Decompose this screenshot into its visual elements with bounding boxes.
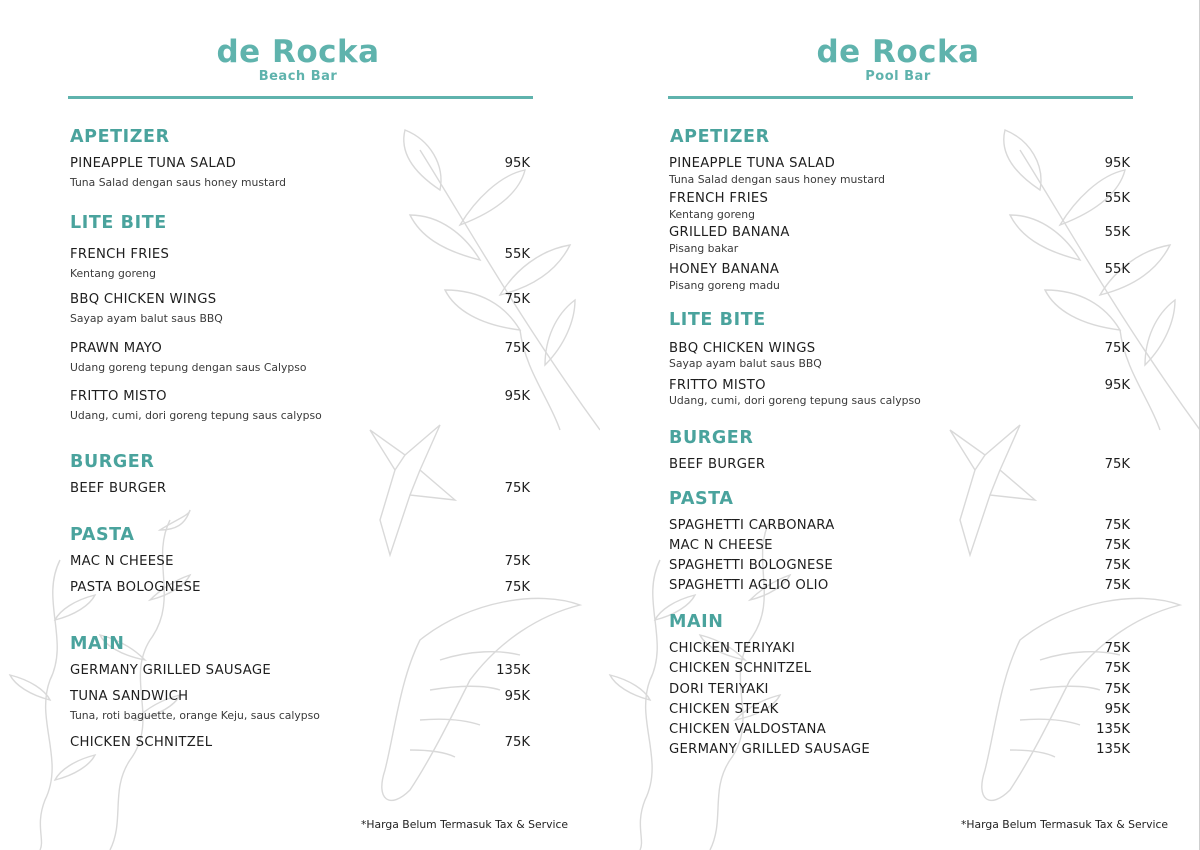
item-price: 75K [504, 554, 530, 569]
logo-subtitle: Pool Bar [865, 69, 931, 84]
item-price: 55K [1104, 225, 1130, 240]
item-description: Udang, cumi, dori goreng tepung saus calypso [669, 394, 921, 407]
item-price: 75K [1104, 538, 1130, 553]
item-description: Sayap ayam balut saus BBQ [70, 312, 223, 325]
item-name: MAC N CHEESE [70, 554, 174, 569]
item-price: 75K [504, 735, 530, 750]
logo [208, 34, 388, 84]
item-price: 95K [1104, 156, 1130, 171]
item-description: Tuna, roti baguette, orange Keju, saus calypso [70, 709, 320, 722]
item-price: 75K [1104, 661, 1130, 676]
item-description: Kentang goreng [70, 267, 157, 280]
item-name: FRENCH FRIES [669, 191, 769, 206]
section-title: APETIZER [70, 127, 170, 147]
header-rule [68, 96, 533, 99]
item-price: 95K [504, 389, 530, 404]
item-name: FRITTO MISTO [70, 389, 167, 404]
logo [808, 34, 988, 84]
item-price: 135K [1096, 742, 1130, 757]
item-price: 55K [1104, 262, 1130, 277]
section-title: MAIN [669, 612, 724, 632]
item-name: PRAWN MAYO [70, 341, 163, 356]
item-price: 75K [1104, 518, 1130, 533]
item-name: DORI TERIYAKI [669, 682, 769, 697]
item-name: FRENCH FRIES [70, 247, 170, 262]
item-price: 95K [504, 689, 530, 704]
item-price: 95K [1104, 702, 1130, 717]
item-price: 55K [1104, 191, 1130, 206]
item-price: 75K [504, 481, 530, 496]
item-name: GERMANY GRILLED SAUSAGE [70, 663, 272, 678]
menu-panel-pool-bar [600, 0, 1200, 850]
item-name: CHICKEN SCHNITZEL [70, 735, 213, 750]
item-price: 75K [1104, 682, 1130, 697]
header-rule [668, 96, 1133, 99]
item-description: Udang goreng tepung dengan saus Calypso [70, 361, 307, 374]
item-price: 95K [504, 156, 530, 171]
section-title: LITE BITE [669, 310, 766, 330]
item-price: 135K [496, 663, 530, 678]
item-name: BEEF BURGER [70, 481, 167, 496]
item-name: TUNA SANDWICH [70, 689, 189, 704]
item-price: 75K [1104, 578, 1130, 593]
item-name: GERMANY GRILLED SAUSAGE [669, 742, 871, 757]
item-description: Sayap ayam balut saus BBQ [669, 357, 822, 370]
item-name: MAC N CHEESE [669, 538, 773, 553]
item-price: 75K [504, 580, 530, 595]
item-description: Tuna Salad dengan saus honey mustard [669, 173, 885, 186]
item-name: FRITTO MISTO [669, 378, 766, 393]
section-title: PASTA [70, 525, 135, 545]
item-price: 95K [1104, 378, 1130, 393]
item-name: BEEF BURGER [669, 457, 766, 472]
item-name: PINEAPPLE TUNA SALAD [70, 156, 237, 171]
item-price: 135K [1096, 722, 1130, 737]
item-price: 55K [504, 247, 530, 262]
section-title: BURGER [70, 452, 155, 472]
item-name: CHICKEN VALDOSTANA [669, 722, 827, 737]
item-description: Pisang goreng madu [669, 279, 780, 292]
item-price: 75K [504, 292, 530, 307]
item-name: BBQ CHICKEN WINGS [669, 341, 816, 356]
section-title: APETIZER [670, 127, 770, 147]
item-name: GRILLED BANANA [669, 225, 790, 240]
item-price: 75K [504, 341, 530, 356]
logo-subtitle: Beach Bar [258, 69, 338, 84]
item-name: BBQ CHICKEN WINGS [70, 292, 217, 307]
item-name: CHICKEN TERIYAKI [669, 641, 796, 656]
item-name: PINEAPPLE TUNA SALAD [669, 156, 836, 171]
item-name: SPAGHETTI BOLOGNESE [669, 558, 833, 573]
logo-name: de Rocka [216, 34, 380, 70]
item-name: CHICKEN SCHNITZEL [669, 661, 812, 676]
section-title: BURGER [669, 428, 754, 448]
item-description: Pisang bakar [669, 242, 739, 255]
item-name: PASTA BOLOGNESE [70, 580, 201, 595]
item-description: Tuna Salad dengan saus honey mustard [70, 176, 286, 189]
logo-name: de Rocka [816, 34, 980, 70]
item-name: CHICKEN STEAK [669, 702, 779, 717]
item-price: 75K [1104, 641, 1130, 656]
tax-note: *Harga Belum Termasuk Tax & Service [361, 818, 569, 831]
item-price: 75K [1104, 457, 1130, 472]
item-price: 75K [1104, 558, 1130, 573]
item-description: Kentang goreng [669, 208, 756, 221]
item-name: HONEY BANANA [669, 262, 780, 277]
item-price: 75K [1104, 341, 1130, 356]
item-description: Udang, cumi, dori goreng tepung saus calypso [70, 409, 322, 422]
item-name: SPAGHETTI AGLIO OLIO [669, 578, 829, 593]
section-title: PASTA [669, 489, 734, 509]
item-name: SPAGHETTI CARBONARA [669, 518, 835, 533]
section-title: MAIN [70, 634, 125, 654]
section-title: LITE BITE [70, 213, 167, 233]
tax-note: *Harga Belum Termasuk Tax & Service [961, 818, 1169, 831]
